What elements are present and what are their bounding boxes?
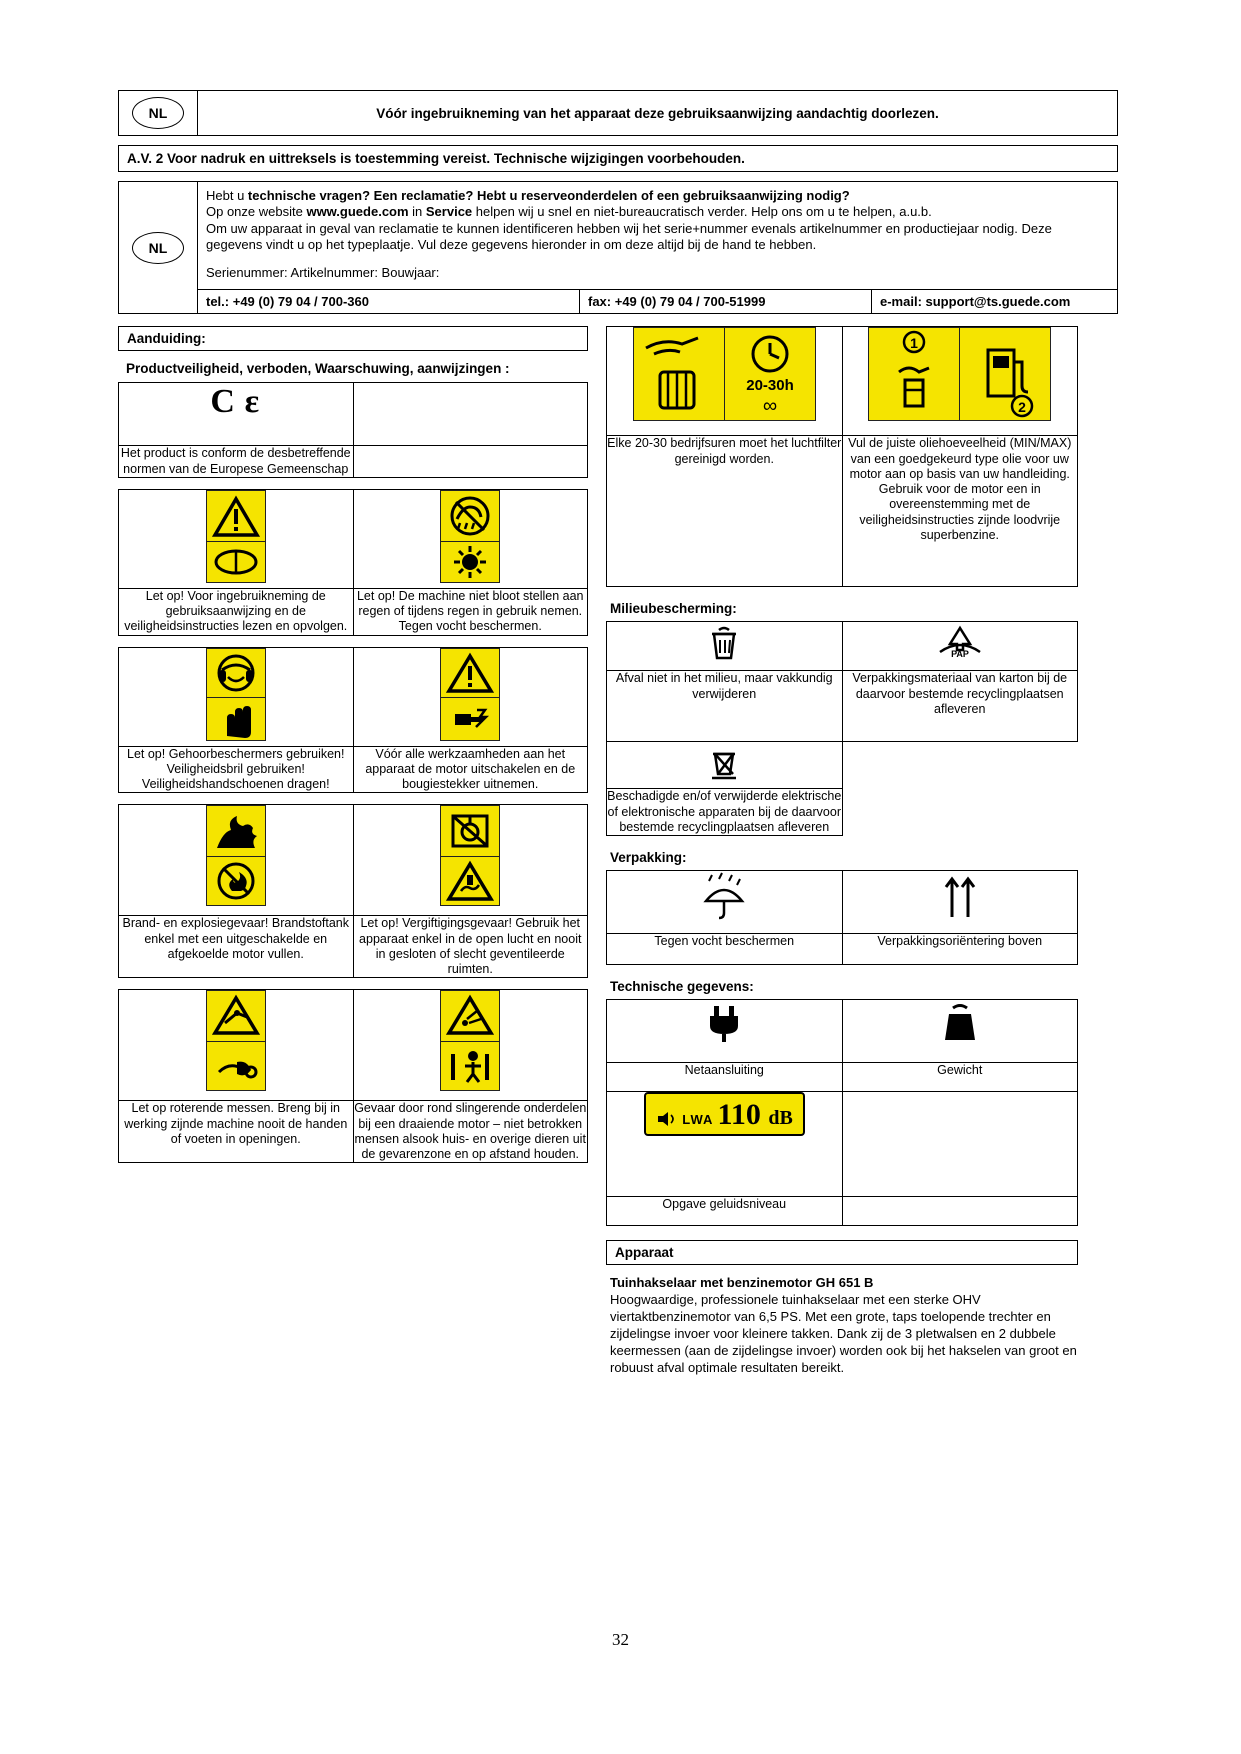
top-notice-box xyxy=(118,90,1118,136)
safety-section-heading: Productveiligheid, verboden, Waarschuwing, aanwijzingen : xyxy=(126,361,510,377)
warning-thrown-icon xyxy=(440,990,500,1091)
page-content xyxy=(118,90,1118,1376)
no-open-flame-icon xyxy=(207,857,265,905)
ce-table xyxy=(118,382,588,478)
svg-text:20-30h: 20-30h xyxy=(745,377,794,395)
columns xyxy=(118,326,1118,1376)
warning-rain-caption: Let op! De machine niet bloot stellen aan regen of tijdens regen in gebruik nemen. Tegen vocht beschermen. xyxy=(353,588,588,635)
noise-level-badge xyxy=(644,1092,805,1136)
service-line-2 xyxy=(206,204,1109,220)
contact-fax: fax: +49 (0) 79 04 / 700-51999 xyxy=(580,290,872,313)
service-line-2-pre: Op onze website xyxy=(206,204,307,220)
warning-manual-icon-cell xyxy=(119,489,354,588)
warning-ppe-icon-cell xyxy=(119,647,354,746)
technical-data-heading: Technische gegevens: xyxy=(610,979,754,994)
filter-cleaning-icon xyxy=(634,328,724,420)
keep-distance-icon xyxy=(441,1042,499,1090)
service-text xyxy=(198,182,1117,289)
waste-bin-icon xyxy=(704,622,744,662)
air-filter-icon xyxy=(633,327,816,421)
device-title: Tuinhakselaar met benzinemotor GH 651 B xyxy=(610,1275,874,1290)
packaging-caption: Verpakkingsmateriaal van karton bij de daarvoor bestemde recyclingplaatsen afleveren xyxy=(842,671,1078,742)
service-line-3: Om uw apparaat in geval van reclamatie te kunnen identificeren hebben wij het serie+nummer evenals artikelnummer en productiejaar nodig. Deze gegevens vindt u op het typeplaatje. Vul deze gegevens hieronder in om deze altijd bij de hand te hebben. xyxy=(206,220,1052,252)
weee-icon-cell xyxy=(607,742,843,789)
explosion-icon xyxy=(207,806,265,856)
warning-triangle-icon xyxy=(207,491,265,541)
oil-fill-icon xyxy=(869,328,959,420)
speaker-icon xyxy=(656,1111,678,1127)
right-column xyxy=(606,326,1078,1376)
warning-blades-icon xyxy=(206,990,266,1091)
warning-table-3 xyxy=(118,804,588,978)
air-filter-icon-cell xyxy=(607,327,843,436)
air-filter-caption: Elke 20-30 bedrijfsuren moet het luchtfilter gereinigd worden. xyxy=(607,436,843,587)
service-line-1-pre: Hebt u xyxy=(206,188,248,203)
ce-icon-cell xyxy=(119,383,354,446)
warning-triangle-exhaust-icon xyxy=(441,857,499,905)
warning-manual-icon xyxy=(206,490,266,583)
service-line-2-mid: in xyxy=(408,204,426,220)
service-language-badge-cell xyxy=(119,182,198,313)
this-side-up-caption: Verpakkingsoriëntering boven xyxy=(842,934,1078,965)
ce-caption: Het product is conform de desbetreffende normen van de Europese Gemeenschap xyxy=(119,446,354,478)
device-heading: Apparaat xyxy=(606,1240,1078,1265)
rotating-blade-icon xyxy=(207,991,265,1041)
warning-thrown-caption: Gevaar door rond slingerende onderdelen bij een draaiende motor – niet betrokken mensen alsook huis- en overige dieren uit de gevarenzone en op afstand houden. xyxy=(354,1101,587,1161)
noise-value: 110 xyxy=(717,1098,761,1131)
warning-table-1 xyxy=(118,489,588,636)
page-number: 32 xyxy=(612,1630,629,1649)
warning-blades-icon-cell xyxy=(119,990,354,1101)
keep-dry-caption: Tegen vocht beschermen xyxy=(607,934,843,965)
noise-icon-cell xyxy=(607,1092,843,1197)
service-website[interactable]: www.guede.com xyxy=(306,204,409,220)
language-badge: NL xyxy=(132,97,184,129)
service-language-badge: NL xyxy=(132,232,184,264)
ce-empty-icon-cell xyxy=(353,383,588,446)
waste-caption: Afval niet in het milieu, maar vakkundig verwijderen xyxy=(607,671,843,742)
warning-poison-icon xyxy=(440,805,500,906)
warning-manual-caption: Let op! Voor ingebruikneming de gebruiksaanwijzing en de veiligheidsinstructies lezen en opvolgen. xyxy=(119,588,354,635)
keep-dry-icon xyxy=(694,871,754,921)
book-icon xyxy=(207,542,265,582)
ce-mark-icon: C ε xyxy=(210,383,262,421)
fuel-pump-icon xyxy=(960,328,1050,420)
contact-row xyxy=(198,289,1117,313)
technical-data-table xyxy=(606,999,1078,1226)
left-column xyxy=(118,326,588,1376)
noise-unit: dB xyxy=(768,1107,793,1129)
packaging-table xyxy=(606,870,1078,965)
mains-caption: Netaansluiting xyxy=(607,1063,843,1092)
language-badge-cell xyxy=(119,91,198,135)
contact-email: e-mail: support@ts.guede.com xyxy=(880,294,1071,310)
oil-fuel-icon xyxy=(868,327,1051,421)
no-indoor-use-icon xyxy=(441,806,499,856)
noise-empty-caption-cell xyxy=(842,1197,1078,1226)
noise-lwa-text: LWA xyxy=(682,1112,713,1127)
warning-fire-icon xyxy=(206,805,266,906)
contact-tel: tel.: +49 (0) 79 04 / 700-360 xyxy=(198,290,580,313)
top-notice-text: Vóór ingebruikneming van het apparaat deze gebruiksaanwijzing aandachtig doorlezen. xyxy=(376,105,939,121)
warning-fire-icon-cell xyxy=(119,805,354,916)
svg-text:2: 2 xyxy=(1018,399,1027,416)
noise-empty-icon-cell xyxy=(842,1092,1078,1197)
warning-thrown-icon-cell xyxy=(353,990,588,1101)
service-line-1-bold: technische vragen? Een reclamatie? Hebt u reserveonderdelen of een gebruiksaanwijzing nodig? xyxy=(247,188,850,203)
ear-eye-protection-icon xyxy=(207,649,265,697)
spark-plug-icon xyxy=(441,698,499,740)
noise-caption: Opgave geluidsniveau xyxy=(607,1197,843,1226)
noise-value-text xyxy=(718,1098,793,1131)
warning-rain-icon xyxy=(440,490,500,583)
warning-table-2 xyxy=(118,647,588,794)
environment-table xyxy=(606,621,1078,836)
oil-fuel-icon-cell xyxy=(842,327,1078,436)
warning-poison-caption: Let op! Vergiftigingsgevaar! Gebruik het apparaat enkel in de open lucht en nooit in gesloten of slecht geventileerde ruimten. xyxy=(353,916,588,978)
warning-thrown-objects-icon xyxy=(441,991,499,1041)
this-side-up-icon xyxy=(930,871,990,921)
glove-icon xyxy=(207,698,265,740)
warning-table-4 xyxy=(118,989,588,1163)
waste-icon-cell xyxy=(607,622,843,671)
service-line-2-post: helpen wij u snel en niet-bureaucratisch verder. Help ons om u te helpen, a.u.b. xyxy=(472,204,932,220)
hand-injury-icon xyxy=(207,1042,265,1090)
warning-poison-icon-cell xyxy=(353,805,588,916)
paper-recycle-icon-cell xyxy=(842,622,1078,671)
marking-heading: Aanduiding: xyxy=(118,326,588,351)
no-rain-icon xyxy=(441,491,499,541)
packaging-heading: Verpakking: xyxy=(610,850,687,865)
svg-text:∞: ∞ xyxy=(762,395,777,418)
noise-lwa-label xyxy=(656,1112,718,1127)
serial-fields-line: Serienummer: Artikelnummer: Bouwjaar: xyxy=(206,265,440,280)
warning-spark-icon-cell xyxy=(353,647,588,746)
weight-icon-cell xyxy=(842,1000,1078,1063)
weee-caption: Beschadigde en/of verwijderde elektrische of elektronische apparaten bij de daarvoor bestemde recyclingplaatsen afleveren xyxy=(607,789,842,834)
umbrella-icon-cell xyxy=(607,871,843,934)
svg-text:PAP: PAP xyxy=(950,649,969,660)
ce-empty-caption-cell xyxy=(353,446,588,478)
warning-spark-caption: Vóór alle werkzaamheden aan het apparaat de motor uitschakelen en de bougiestekker uitnemen. xyxy=(353,746,588,793)
copyright-note: A.V. 2 Voor nadruk en uittreksels is toestemming vereist. Technische wijzigingen voorbehouden. xyxy=(118,145,1118,172)
warning-rain-icon-cell xyxy=(353,489,588,588)
plug-icon xyxy=(701,1000,747,1046)
maintenance-table xyxy=(606,326,1078,587)
this-side-up-icon-cell xyxy=(842,871,1078,934)
clock-interval-icon xyxy=(725,328,815,420)
warning-spark-icon xyxy=(440,648,500,741)
weight-caption: Gewicht xyxy=(842,1063,1078,1092)
service-section: Service xyxy=(425,204,473,220)
weee-crossed-bin-icon xyxy=(704,742,744,782)
warning-ppe-caption: Let op! Gehoorbeschermers gebruiken! Veiligheidsbril gebruiken! Veiligheidshandschoenen dragen! xyxy=(119,746,354,793)
service-line-1 xyxy=(206,188,1109,204)
paper-recycling-icon xyxy=(932,622,988,662)
svg-text:1: 1 xyxy=(910,335,919,352)
device-description: Hoogwaardige, professionele tuinhakselaar met een sterke OHV viertaktbenzinemotor van 6,5 PS. Met een grote, taps toelopende trechter en zijdelingse invoer voor kleinere takken. Dank zij de 3 pletwalsen en 2 dubbele keermessen (aan de zijdelingse invoer) worden ook bij het hakselen van groot en robuust afval optimale resultaten bereikt. xyxy=(610,1292,1077,1375)
service-box xyxy=(118,181,1118,314)
weight-icon xyxy=(937,1000,983,1046)
environment-heading: Milieubescherming: xyxy=(610,601,737,617)
oil-fuel-caption: Vul de juiste oliehoeveelheid (MIN/MAX) van een goedgekeurd type olie voor uw motor aan op basis van uw handleiding. Gebruik voor de motor een in overeenstemming met de veiligheidsinstructies zijnde loodvrije superbenzine. xyxy=(842,436,1078,587)
mains-plug-icon-cell xyxy=(607,1000,843,1063)
weee-empty-cell xyxy=(842,742,1078,789)
warning-fire-caption: Brand- en explosiegevaar! Brandstoftank enkel met een uitgeschakelde en afgekoelde motor vullen. xyxy=(119,916,354,978)
no-sun-icon xyxy=(441,542,499,582)
warning-blades-caption: Let op roterende messen. Breng bij in werking zijnde machine nooit de handen of voeten in openingen. xyxy=(119,1101,354,1163)
warning-ppe-icon xyxy=(206,648,266,741)
weee-empty-caption-cell xyxy=(842,789,1078,836)
warning-triangle-icon xyxy=(441,649,499,697)
